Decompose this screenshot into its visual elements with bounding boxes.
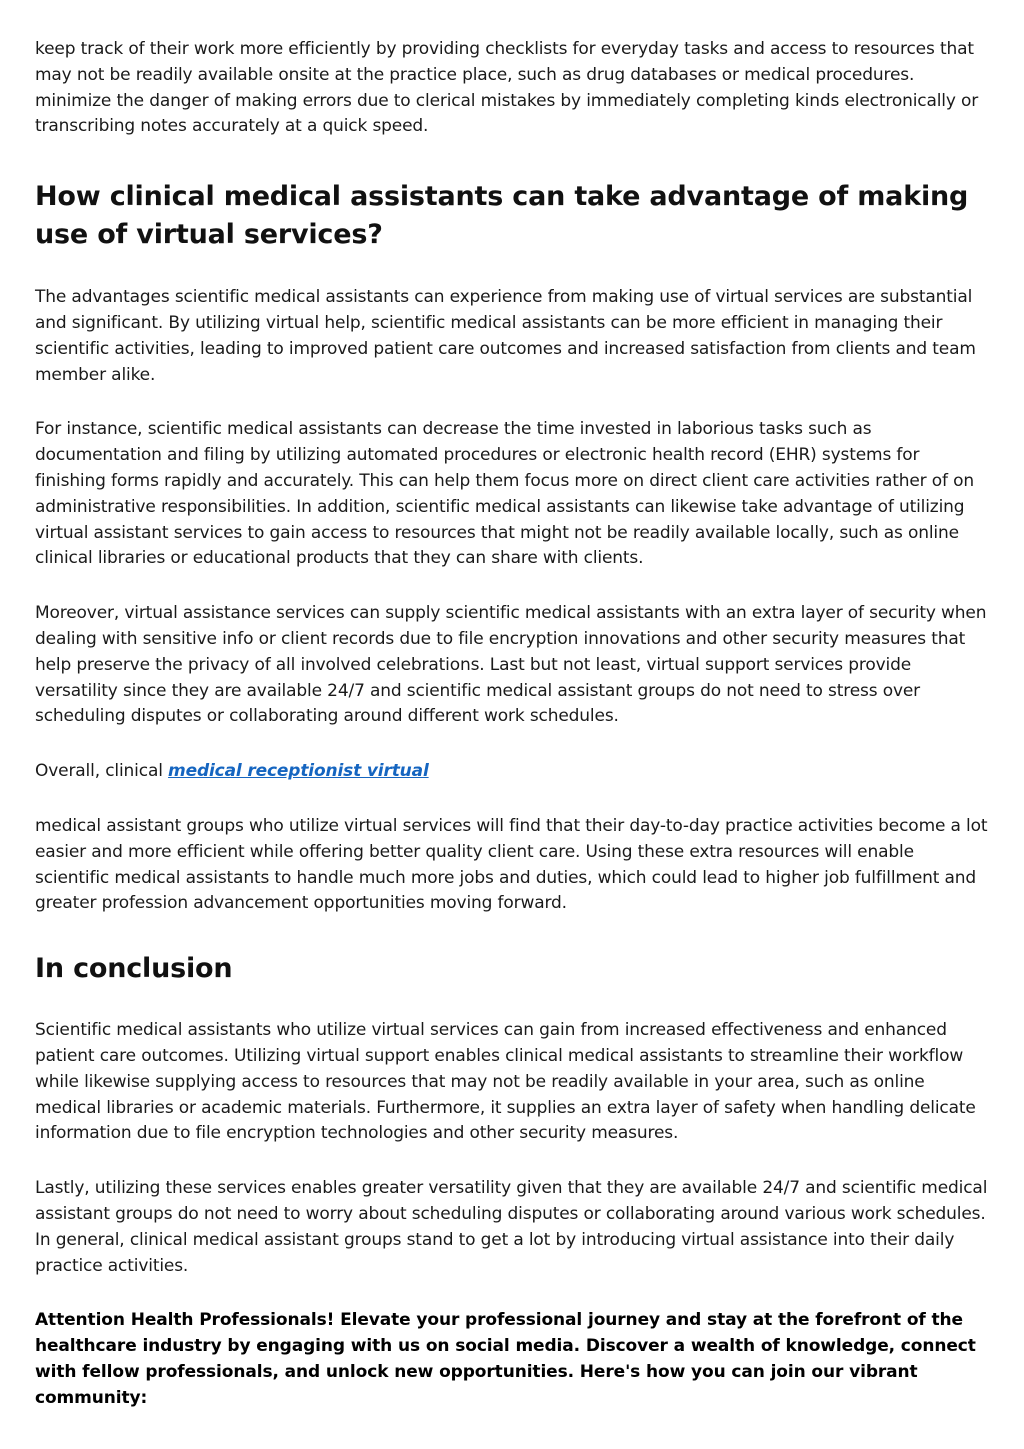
section-heading-conclusion: In conclusion xyxy=(35,953,233,985)
section-heading-advantages: How clinical medical assistants can take advantage of making use of virtual services? xyxy=(35,181,969,251)
paragraph-assistant-groups: medical assistant groups who utilize virtual services will find that their day-to-day practice activities become a lot easier and more efficient while offering better quality client care. Using these extra resources will enable scientific medical assistants to handle much more jobs and duties, which could lead to higher job fulfillment and greater profession advancement opportunities moving forward. xyxy=(35,815,988,914)
paragraph-moreover: Moreover, virtual assistance services can supply scientific medical assistants with an extra layer of security when dealing with sensitive info or client records due to file encryption innovations and other security measures that help preserve the privacy of all involved celebrations. Last but not least, virtual support services provide versatility since they are available 24/7 and scientific medical assistant groups do not need to stress over scheduling disputes or collaborating around different work schedules. xyxy=(35,603,987,727)
medical-receptionist-virtual-link[interactable]: medical receptionist virtual xyxy=(168,761,429,782)
paragraph-lastly: Lastly, utilizing these services enables greater versatility given that they are available 24/7 and scientific medical assistant groups do not need to worry about scheduling disputes or collaborating around various work schedules. In general, clinical medical assistant groups stand to get a lot by introducing virtual assistance into their daily practice activities. xyxy=(35,1178,988,1276)
call-to-action: Attention Health Professionals! Elevate your professional journey and stay at the forefront of the healthcare industry by engaging with us on social media. Discover a wealth of knowledge, connect with fellow professionals, and unlock new opportunities. Here's how you can join our vibrant community: xyxy=(35,1310,976,1408)
overall-line xyxy=(35,759,988,785)
overall-prefix: Overall, clinical xyxy=(35,761,169,782)
intro-paragraph: keep track of their work more efficiently by providing checklists for everyday tasks and access to resources that may not be readily available onsite at the practice place, such as drug databases or medical procedures. minimize the danger of making errors due to clerical mistakes by immediately completing kinds electronically or transcribing notes accurately at a quick speed. xyxy=(35,39,979,137)
paragraph-for-instance: For instance, scientific medical assistants can decrease the time invested in laborious tasks such as documentation and filing by utilizing automated procedures or electronic health record (EHR) systems for finishing forms rapidly and accurately. This can help them focus more on direct client care activities rather of on administrative responsibilities. In addition, scientific medical assistants can likewise take advantage of utilizing virtual assistant services to gain access to resources that might not be readily available locally, such as online clinical libraries or educational products that they can share with clients. xyxy=(35,419,974,569)
paragraph-conclusion: Scientific medical assistants who utilize virtual services can gain from increased effectiveness and enhanced patient care outcomes. Utilizing virtual support enables clinical medical assistants to streamline their workflow while likewise supplying access to resources that may not be readily available in your area, such as online medical libraries or academic materials. Furthermore, it supplies an extra layer of safety when handling delicate information due to file encryption technologies and other security measures. xyxy=(35,1020,976,1144)
paragraph-advantages: The advantages scientific medical assistants can experience from making use of virtual services are substantial and significant. By utilizing virtual help, scientific medical assistants can be more efficient in managing their scientific activities, leading to improved patient care outcomes and increased satisfaction from clients and team member alike. xyxy=(35,287,976,385)
